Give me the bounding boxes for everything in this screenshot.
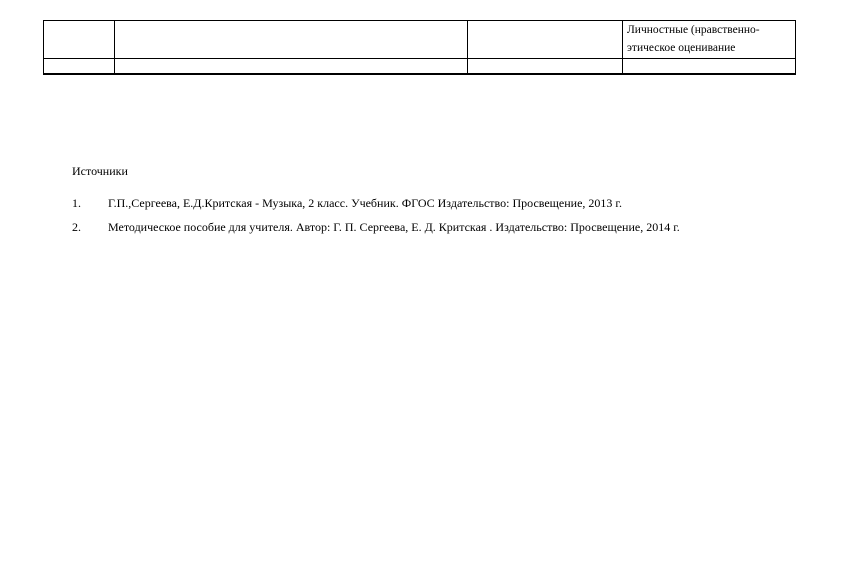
table-cell: [44, 21, 115, 59]
table-row: [44, 59, 796, 75]
list-item-text: Методическое пособие для учителя. Автор: Г. П. Сергеева, Е. Д. Критская . Издательство: Просвещение, 2014 г.: [108, 220, 680, 234]
lesson-table-fragment: [43, 20, 796, 75]
list-item: [72, 217, 762, 237]
sources-list: [72, 193, 762, 241]
table-cell: Личностные (нравственно-этическое оценивание: [623, 21, 796, 59]
table-cell: [468, 21, 623, 59]
list-item-text: Г.П.,Сергеева, Е.Д.Критская - Музыка, 2 класс. Учебник. ФГОС Издательство: Просвещение, 2013 г.: [108, 196, 622, 210]
table-cell: [623, 59, 796, 75]
list-item-number: 1.: [72, 196, 81, 210]
list-item-number: 2.: [72, 220, 81, 234]
table-cell: [468, 59, 623, 75]
table-cell: [115, 21, 468, 59]
table-row: [44, 21, 796, 59]
list-item: [72, 193, 762, 213]
table-cell: [115, 59, 468, 75]
table-cell: [44, 59, 115, 75]
sources-heading: Источники: [72, 164, 128, 178]
